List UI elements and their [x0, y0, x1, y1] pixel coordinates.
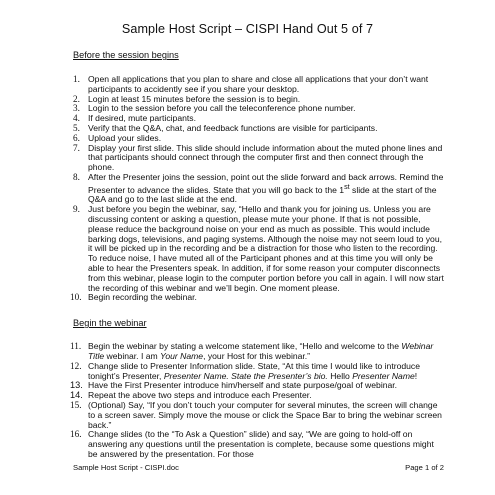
- ordinal-suffix: st: [344, 182, 350, 191]
- step-number: 10.: [70, 292, 82, 303]
- step-number: 12.: [70, 360, 82, 371]
- placeholder-your-name: Your Name: [160, 350, 204, 361]
- step-number: 13.: [70, 380, 83, 391]
- step-number: 1.: [73, 74, 80, 84]
- placeholder-webinar-title: Webinar Title: [88, 341, 434, 361]
- step-15: [70, 399, 445, 430]
- placeholder-presenter-name: Presenter Name: [352, 370, 415, 381]
- step-number: 2.: [73, 93, 80, 104]
- step-text-part: , your Host for this webinar.”: [203, 350, 311, 361]
- step-number: 7.: [73, 142, 80, 153]
- step-9: [73, 205, 445, 293]
- step-text-part: slide at the start of the Q&A and go to the last slide at the end.: [88, 184, 437, 205]
- footer-page-number: Page 1 of 2: [405, 463, 444, 472]
- step-text-part: Change slide to Presenter Information slide. State, “At this time I would like to introduce tonight’s Presenter,: [88, 360, 420, 381]
- step-11: [70, 341, 445, 362]
- step-text-part: After the Presenter joins the session, point out the slide forward and back arrows. Remind the Presenter to advance the slides. State that you will go back to the 1: [88, 171, 444, 195]
- step-text: Display your first slide. This slide should include information about the muted phone lines and that participants should connect through the computer first and then connect through the phone.: [88, 142, 443, 173]
- step-text: Open all applications that you plan to share and close all applications that your don’t want participants to accidently see if you share your desktop.: [88, 74, 429, 94]
- step-7: [73, 144, 445, 173]
- step-16: [70, 429, 445, 459]
- step-text-part: webinar. I am: [104, 350, 161, 361]
- section-heading-before-session: Before the session begins: [73, 50, 179, 60]
- step-10: [70, 292, 445, 303]
- step-number: 5.: [73, 122, 80, 133]
- step-text: Login at least 15 minutes before the session is to begin.: [88, 93, 301, 104]
- step-1: [73, 75, 445, 95]
- step-text: Change slides (to the “To Ask a Question” slide) and say, “We are going to hold-off on answering any questions until the presentation is complete, because some questions might be answered by the presentation. For those: [88, 429, 434, 459]
- step-text-part: Begin the webinar by stating a welcome statement like, “Hello and welcome to the: [88, 341, 402, 352]
- step-text: Login to the session before you call the teleconference phone number.: [88, 103, 356, 114]
- step-number: 4.: [73, 113, 80, 124]
- document-body: [70, 50, 445, 460]
- section-heading-begin-webinar: Begin the webinar: [73, 318, 147, 329]
- step-number: 9.: [73, 204, 80, 215]
- step-text: If desired, mute participants.: [88, 113, 196, 124]
- step-text: Verify that the Q&A, chat, and feedback functions are visible for participants.: [88, 122, 378, 133]
- step-text-part: Hello: [327, 370, 353, 381]
- footer-filename: Sample Host Script - CISPI.doc: [73, 463, 179, 472]
- step-number: 15.: [70, 399, 82, 410]
- step-text: Begin recording the webinar.: [88, 292, 197, 303]
- step-text: Have the First Presenter introduce him/herself and state purpose/goal of webinar.: [88, 380, 398, 391]
- placeholder-presenter-bio: Presenter Name. State the Presenter’s bio.: [163, 370, 328, 381]
- before-session-steps: [70, 74, 445, 303]
- step-text: Upload your slides.: [88, 132, 162, 143]
- step-number: 3.: [73, 103, 80, 114]
- step-number: 14.: [70, 390, 83, 401]
- step-text-part: !: [414, 370, 418, 381]
- step-text: Just before you begin the webinar, say, “Hello and thank you for joining us. Unless you are discussing content or asking a question, please mute your phone. If that is not possible, please reduce the background noise on your end as much as possible. This would include barking dogs, televisions, and paging systems. Although the noise may not seem loud to you, it will be picked up in the recording and be a distraction for those who listen to the recording. To reduce noise, I have muted all of the Participant phones and at this time you will only be able to hear the Presenters speak. In addition, if for some reason your computer disconnects from this webinar, please login to the computer portion before you call in again. I will now start the recording of this webinar and we’ll begin. One moment please.: [88, 204, 444, 293]
- document-title: Sample Host Script – CISPI Hand Out 5 of 7: [121, 22, 374, 36]
- step-8: [73, 173, 445, 205]
- step-text: Repeat the above two steps and introduce each Presenter.: [88, 390, 312, 401]
- step-number: 16.: [70, 429, 82, 440]
- step-text: (Optional) Say, “If you don’t touch your computer for several minutes, the screen will change to a screen saver. Simply move the mouse or click the Space Bar to bring the webinar screen back.”: [88, 399, 442, 430]
- step-number: 8.: [73, 171, 80, 182]
- step-number: 11.: [70, 341, 82, 352]
- step-number: 6.: [73, 132, 80, 143]
- step-12: [70, 360, 445, 382]
- begin-webinar-steps: [70, 341, 445, 460]
